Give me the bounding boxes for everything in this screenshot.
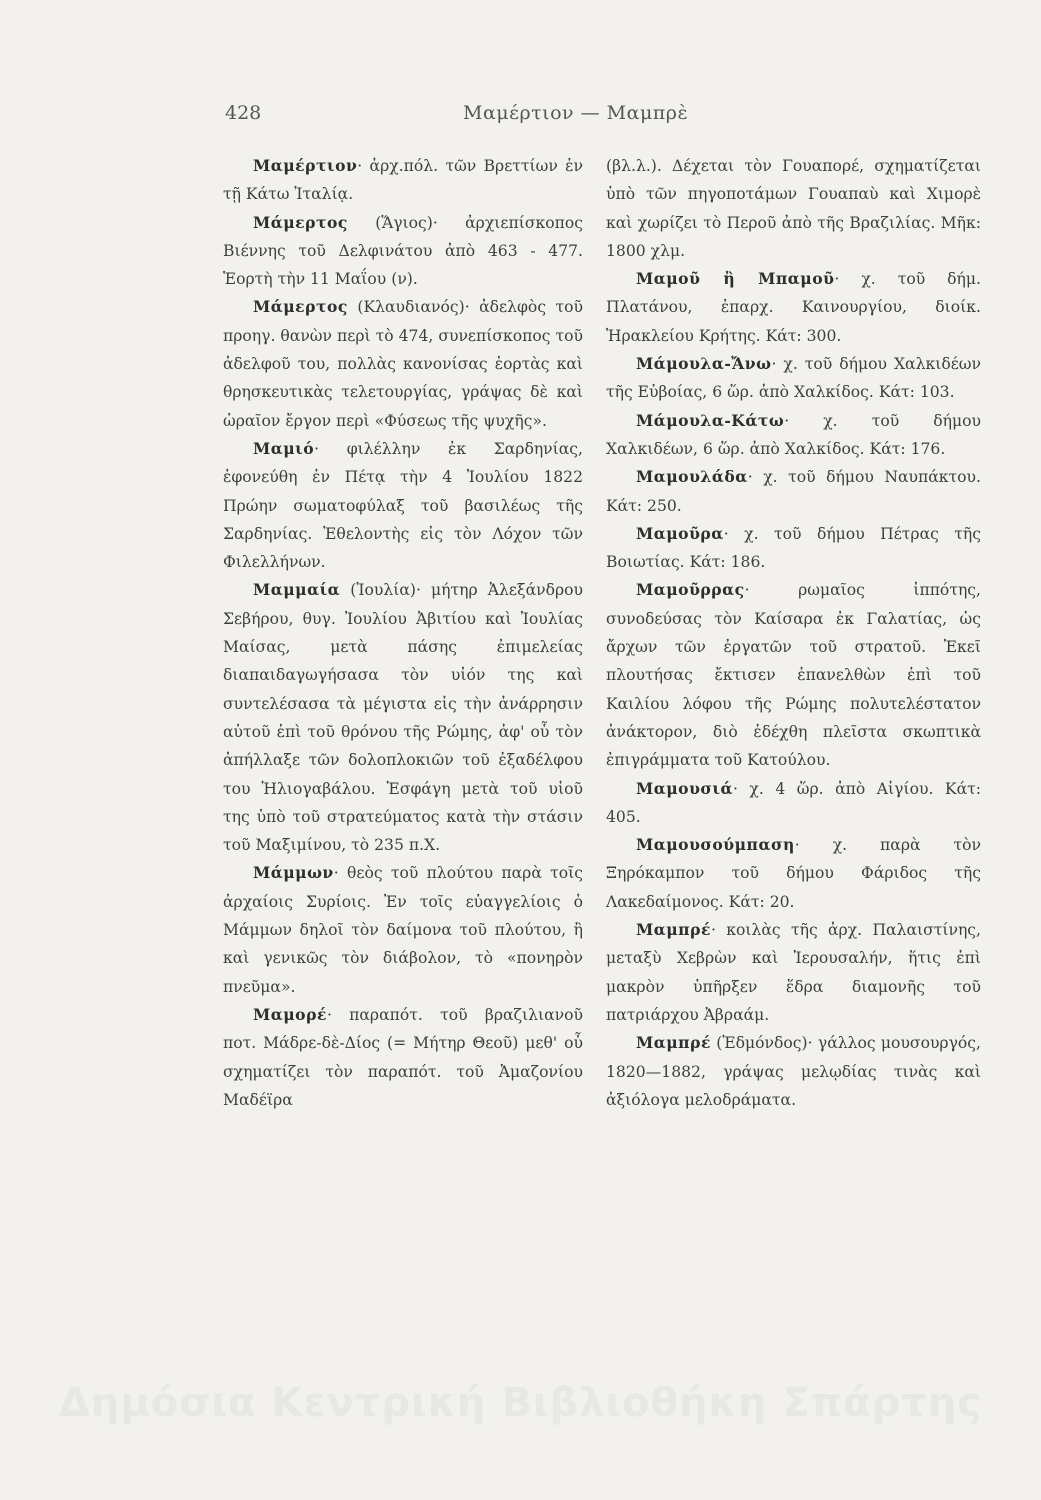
- entry-headword: Μαμουσούμπαση: [636, 835, 795, 855]
- entry-headword: Μαμέρτιον: [253, 156, 358, 175]
- dictionary-entry: [606, 350, 981, 407]
- entry-headword: Μαμμαία: [253, 580, 341, 600]
- entry-text: · ρωμαῖος ἱππότης, συνοδεύσας τὸν Καίσαρα ἐκ Γαλατίας, ὡς ἄρχων τῶν ἐργατῶν τοῦ στρατοῦ. Ἐκεῖ πλουτήσας ἔκτισεν ἐπανελθὼν ἐπὶ τοῦ Καιλίου λόφου τῆς Ρώμης πολυτελέστατον ἀνάκτορον, διὸ ἐδέχθη πλεῖστα σκωπτικὰ ἐπιγράμματα τοῦ Κατούλου.: [606, 581, 981, 770]
- entry-headword: Μαμοῦρρας: [636, 580, 745, 600]
- entry-text: · φιλέλλην ἐκ Σαρδηνίας, ἐφονεύθη ἐν Πέτᾳ τὴν 4 Ἰουλίου 1822 Πρώην σωματοφύλαξ τοῦ βασιλέως τῆς Σαρδηνίας. Ἐθελοντὴς εἰς τὸν Λόχον τῶν Φιλελλήνων.: [223, 439, 583, 572]
- entry-text: · κοιλὰς τῆς ἀρχ. Παλαιστίνης, μεταξὺ Χεβρὼν καὶ Ἱερουσαλήν, ἥτις ἐπὶ μακρὸν ὑπῆρξεν ἕδρα διαμονῆς τοῦ πατριάρχου Ἀβραάμ.: [606, 921, 981, 1024]
- entry-text: · χ. τοῦ δήμου Ναυπάκτου. Κάτ: 250.: [606, 468, 981, 515]
- entry-text: (Ἅγιος)· ἀρχιεπίσκοπος Βιέννης τοῦ Δελφινάτου ἀπὸ 463 - 477. Ἑορτὴ τὴν 11 Μαΐου (ν).: [223, 213, 583, 289]
- dictionary-entry: [606, 1029, 981, 1114]
- dictionary-entry: [606, 916, 981, 1029]
- dictionary-entry: [606, 265, 981, 350]
- page-number: 428: [225, 102, 262, 124]
- dictionary-entry: [223, 209, 583, 294]
- entry-text: (Ἐδμόνδος)· γάλλος μουσουργός, 1820—1882, γράψας μελῳδίας τινὰς καὶ ἀξιόλογα μελοδράματα.: [606, 1034, 981, 1109]
- dictionary-entry: [606, 463, 981, 520]
- entry-headword: Μάμερτος: [253, 297, 348, 317]
- entry-headword: Μαμοῦ ἢ Μπαμοῦ: [636, 269, 835, 289]
- entry-text: (Κλαυδιανός)· ἀδελφὸς τοῦ προηγ. θανὼν περὶ τὸ 474, συνεπίσκοπος τοῦ ἀδελφοῦ του, πολλὰς κανονίσας ἑορτὰς καὶ θρησκευτικὰς τελετουργίας, γράψας δὲ καὶ ὡραῖον ἔργον περὶ «Φύσεως τῆς ψυχῆς».: [223, 298, 583, 430]
- entry-text: · παραπότ. τοῦ βραζιλιανοῦ ποτ. Μάδρε-δὲ-Δίος (= Μήτηρ Θεοῦ) μεθ' οὗ σχηματίζει τὸν παραπότ. τοῦ Ἀμαζονίου Μαδέϊρα: [223, 1005, 583, 1109]
- dictionary-entry: [223, 576, 583, 859]
- entry-headword: Μάμουλα-Ἄνω: [636, 354, 772, 374]
- page-header: [225, 102, 765, 136]
- entry-text: · χ. τοῦ δήμου Χαλκιδέων, 6 ὥρ. ἀπὸ Χαλκίδος. Κάτ: 176.: [606, 411, 981, 458]
- dictionary-entry: [223, 1001, 583, 1114]
- entry-text: · χ. τοῦ δήμου Χαλκιδέων τῆς Εὐβοίας, 6 ὥρ. ἀπὸ Χαλκίδος. Κάτ: 103.: [606, 355, 981, 402]
- left-column: [223, 152, 583, 1114]
- entry-text: · χ. τοῦ δήμου Πέτρας τῆς Βοιωτίας. Κάτ: 186.: [606, 524, 981, 572]
- entry-text: · χ. 4 ὥρ. ἀπὸ Αἰγίου. Κάτ: 405.: [606, 779, 981, 826]
- dictionary-entry: [223, 152, 583, 209]
- entry-headword: Μαμουσιά: [636, 778, 733, 798]
- dictionary-entry: [606, 831, 981, 916]
- entry-headword: Μαμουλάδα: [636, 467, 748, 487]
- entry-text: · ἀρχ.πόλ. τῶν Βρεττίων ἐν τῇ Κάτω Ἰταλίᾳ.: [223, 157, 583, 204]
- dictionary-entry: [606, 407, 981, 464]
- dictionary-entry: [606, 520, 981, 577]
- dictionary-entry: [223, 435, 583, 576]
- dictionary-entry-continued: [606, 152, 981, 265]
- entry-headword: Μάμμων: [253, 863, 334, 883]
- entry-text: · χ. παρὰ τὸν Ξηρόκαμπον τοῦ δήμου Φάριδος τῆς Λακεδαίμονος. Κάτ: 20.: [606, 836, 981, 911]
- entry-headword: Μαμπρέ: [636, 1033, 711, 1053]
- dictionary-entry: [606, 775, 981, 832]
- entry-headword: Μαμοῦρα: [636, 523, 724, 543]
- entry-headword: Μάμουλα-Κάτω: [636, 410, 785, 430]
- entry-text: (βλ.λ.). Δέχεται τὸν Γουαπορέ, σχηματίζεται ὑπὸ τῶν πηγοποτάμων Γουαπαὺ καὶ Χιμορὲ καὶ χωρίζει τὸ Περοῦ ἀπὸ τῆς Βραζιλίας. Μῆκ: 1800 χλμ.: [606, 157, 981, 260]
- entry-text: · θεὸς τοῦ πλούτου παρὰ τοῖς ἀρχαίοις Συρίοις. Ἐν τοῖς εὐαγγελίοις ὁ Μάμμων δηλοῖ τὸν δαίμονα τοῦ πλούτου, ἢ καὶ γενικῶς τὸν διάβολον, τὸ «πονηρὸν πνεῦμα».: [223, 864, 583, 996]
- entry-headword: Μαμορέ: [253, 1004, 327, 1024]
- library-watermark: Δημόσια Κεντρική Βιβλιοθήκη Σπάρτης: [58, 1380, 983, 1426]
- entry-headword: Μαμιό: [253, 438, 315, 458]
- dictionary-entry: [606, 576, 981, 774]
- dictionary-entry: [223, 293, 583, 434]
- dictionary-entry: [223, 859, 583, 1000]
- entry-headword: Μαμπρέ: [636, 920, 711, 940]
- entry-text: · χ. τοῦ δήμ. Πλατάνου, ἐπαρχ. Καινουργίου, διοίκ. Ἡρακλείου Κρήτης. Κάτ: 300.: [606, 270, 981, 345]
- entry-text: (Ἰουλία)· μήτηρ Ἀλεξάνδρου Σεβήρου, θυγ. Ἰουλίου Ἀβιτίου καὶ Ἰουλίας Μαίσας, μετὰ πάσης ἐπιμελείας διαπαιδαγωγήσασα τὸν υἱόν της καὶ συντελέσασα τὰ μέγιστα εἰς τὴν ἀνάρρησιν αὐτοῦ ἐπὶ τοῦ θρόνου τῆς Ρώμης, ἀφ' οὗ τὸν ἀπήλλαξε τῶν δολοπλοκιῶν τοῦ ἐξαδέλφου του Ἡλιογαβάλου. Ἐσφάγη μετὰ τοῦ υἱοῦ της ὑπὸ τοῦ στρατεύματος κατὰ τὴν στάσιν τοῦ Μαξιμίνου, τὸ 235 π.Χ.: [223, 581, 583, 855]
- right-column: [606, 152, 981, 1114]
- running-title: Μαμέρτιον — Μαμπρὲ: [463, 102, 689, 124]
- entry-headword: Μάμερτος: [253, 212, 348, 232]
